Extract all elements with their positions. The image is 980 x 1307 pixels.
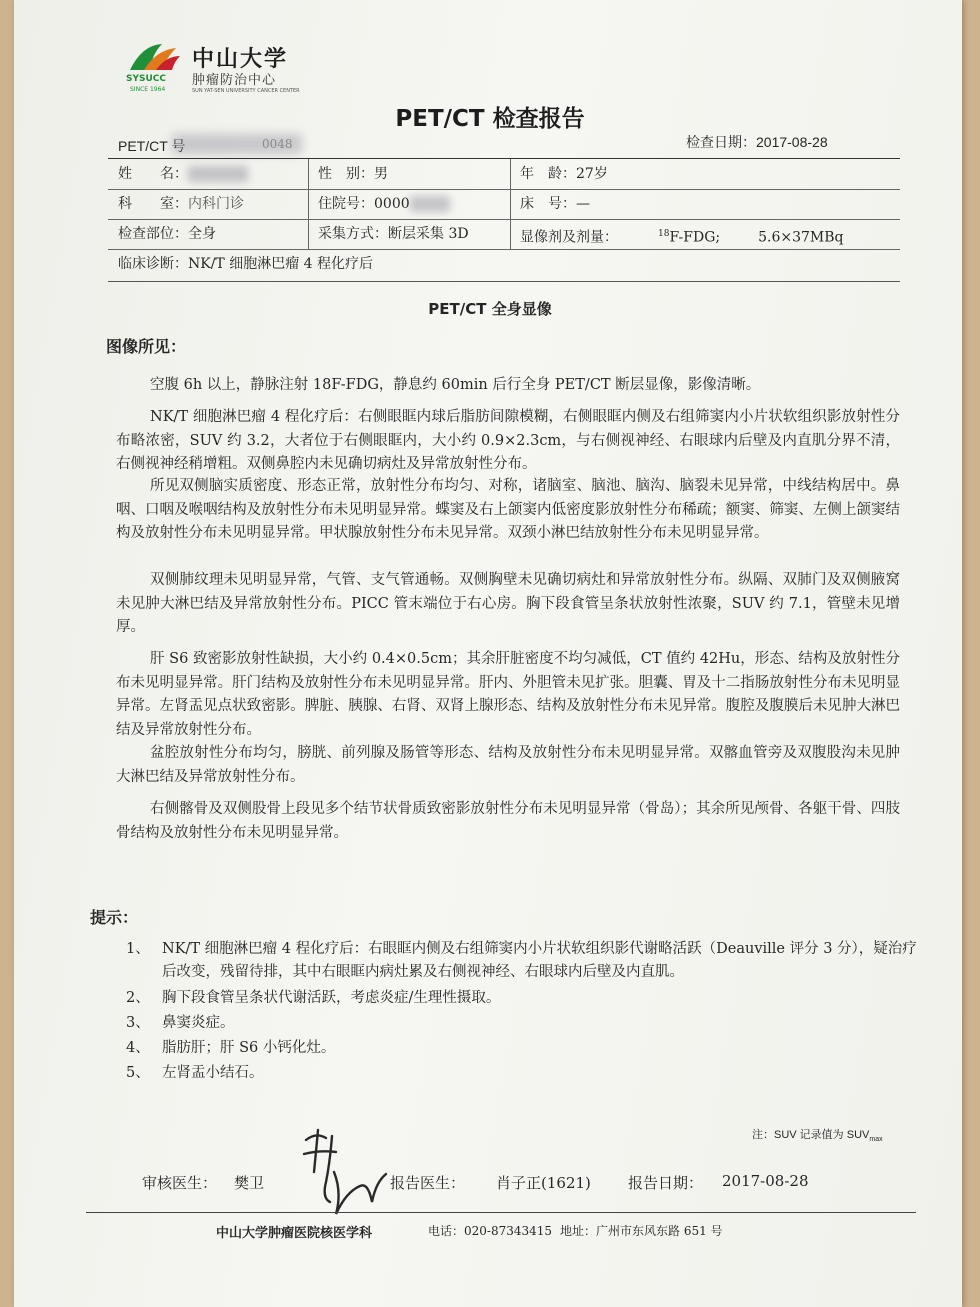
- info-row-1: [108, 159, 900, 190]
- finding-paragraph: NK/T 细胞淋巴瘤 4 程化疗后：右侧眼眶内球后脂肪间隙模糊，右侧眼眶内侧及右组筛窦内小片状软组织影放射性分布略浓密，SUV 约 3.2，大者位于右侧眼眶内，大小约 0.9×2.3cm，与右侧视神经、右眼球内后壁及内直肌分界不清，右侧视神经稍增粗。双侧鼻腔内未见确切病灶及异常放射性分布。: [116, 409, 900, 472]
- footer-address: 地址：广州市东风东路 651 号: [560, 1224, 723, 1238]
- reporter-name: 肖子正(1621): [496, 1174, 591, 1192]
- logo-cn-dept: 肿瘤防治中心: [192, 73, 277, 88]
- finding-paragraph: 双侧肺纹理未见明显异常，气管、支气管通畅。双侧胸壁未见确切病灶和异常放射性分布。纵隔、双肺门及双侧腋窝未见肿大淋巴结及异常放射性分布。PICC 管末端位于右心房。胸下段食管呈条状放射性浓聚，SUV 约 7.1，管壁未见增厚。: [116, 572, 900, 635]
- reporter-label: 报告医生：: [390, 1174, 466, 1192]
- tip-item: 2、 胸下段食管呈条状代谢活跃，考虑炎症/生理性摄取。: [126, 990, 501, 1006]
- handwritten-signature: [286, 1122, 396, 1222]
- info-row-4: [108, 249, 900, 280]
- suv-note: 注：SUV 记录值为 $SUV_{max}$: [752, 1129, 883, 1144]
- admission-redacted: [410, 196, 450, 212]
- exam-date: [686, 132, 828, 152]
- exam-date-value: 2017-08-28: [756, 134, 828, 150]
- logo-cn-name: 中山大学: [192, 46, 289, 72]
- logo-abbr: SYSUCC: [126, 74, 166, 84]
- findings-heading: 图像所见：: [106, 337, 187, 356]
- finding-paragraph: 盆腔放射性分布均匀，膀胱、前列腺及肠管等形态、结构及放射性分布未见明显异常。双髂血管旁及双腹股沟未见肿大淋巴结及异常放射性分布。: [116, 745, 900, 785]
- tips-heading: 提示：: [90, 908, 139, 927]
- footer-tel: 电话：020-87343415: [428, 1224, 553, 1238]
- info-row-3: [108, 219, 900, 250]
- finding-paragraph: 空腹 6h 以上，静脉注射 18F-FDG，静息约 60min 后行全身 PET/CT 断层显像，影像清晰。: [150, 377, 761, 393]
- finding-paragraph: 右侧髂骨及双侧股骨上段见多个结节状骨质致密影放射性分布未见明显异常（骨岛）；其余所见颅骨、各躯干骨、四肢骨结构及放射性分布未见明显异常。: [116, 801, 900, 841]
- dept-cell: 科 室：内科门诊: [118, 196, 244, 212]
- finding-paragraph: 肝 S6 致密影放射性缺损，大小约 0.4×0.5cm；其余肝脏密度不均匀减低，CT 值约 42Hu，形态、结构及放射性分布未见明显异常。肝门结构及放射性分布未见明显异常。肝内、外胆管未见扩张。胆囊、胃及十二指肠放射性分布未见明显异常。左肾盂见点状致密影。脾脏、胰腺、右肾、双肾上腺形态、结构及放射性分布未见异常。腹腔及腹膜后未见肿大淋巴结及异常放射性分布。: [116, 651, 900, 738]
- section-title: PET/CT 全身显像: [428, 300, 552, 318]
- tip-item: 3、 鼻窦炎症。: [126, 1015, 235, 1031]
- footer-divider: [86, 1212, 916, 1213]
- reviewer-name: 樊卫: [234, 1174, 265, 1192]
- admission-cell: 住院号：0000: [308, 189, 510, 219]
- tip-item: 5、 左肾盂小结石。: [126, 1065, 264, 1081]
- exam-date-label: 检查日期：: [686, 134, 756, 150]
- pet-no-label: PET/CT 号: [118, 138, 186, 154]
- bed-cell: 床 号：—: [520, 196, 590, 212]
- acquisition-cell: 采集方式：断层采集 3D: [318, 226, 469, 242]
- report-paper: [14, 0, 962, 1307]
- info-row-2: [108, 189, 900, 220]
- footer-dept: 中山大学肿瘤医院核医学科: [216, 1226, 373, 1241]
- report-title: PET/CT 检查报告: [395, 106, 585, 132]
- name-redacted: [188, 166, 248, 182]
- pet-no-tail: 0048: [262, 137, 293, 151]
- diagnosis-cell: 临床诊断：NK/T 细胞淋巴瘤 4 程化疗后: [118, 256, 374, 272]
- logo-since: SINCE 1964: [130, 86, 166, 93]
- hospital-logo: [122, 40, 312, 100]
- gender-cell: 性 别：男: [318, 166, 388, 182]
- finding-paragraph: 所见双侧脑实质密度、形态正常，放射性分布均匀、对称，诸脑室、脑池、脑沟、脑裂未见异常，中线结构居中。鼻咽、口咽及喉咽结构及放射性分布未见明显异常。蝶窦及右上颌窦内低密度影放射性分布稀疏；额窦、筛窦、左侧上颌窦结构及放射性分布未见明显异常。甲状腺放射性分布未见异常。双颈小淋巴结放射性分布未见明显异常。: [116, 478, 900, 541]
- exam-site-cell: 检查部位：全身: [118, 226, 216, 242]
- report-date: 2017-08-28: [722, 1172, 809, 1190]
- reviewer-label: 审核医生：: [142, 1174, 218, 1192]
- agent-cell: 显像剂及剂量： $^{18}$F-FDG; 5.6×37MBq: [520, 229, 844, 246]
- tip-item: 1、 NK/T 细胞淋巴瘤 4 程化疗后：右眼眶内侧及右组筛窦内小片状软组织影代谢略活跃（Deauville 评分 3 分），疑治疗后改变，残留待排，其中右眼眶内病灶累及右侧视神经、右眼球内后壁及内直肌。: [126, 941, 917, 980]
- logo-en-name: SUN YAT-SEN UNIVERSITY CANCER CENTER: [192, 88, 300, 94]
- name-cell: 姓 名：: [108, 159, 308, 189]
- age-cell: 年 龄：27岁: [520, 166, 608, 182]
- report-date-label: 报告日期：: [628, 1174, 704, 1192]
- patient-info-table: [108, 158, 900, 282]
- tip-item: 4、 脂肪肝；肝 S6 小钙化灶。: [126, 1040, 336, 1056]
